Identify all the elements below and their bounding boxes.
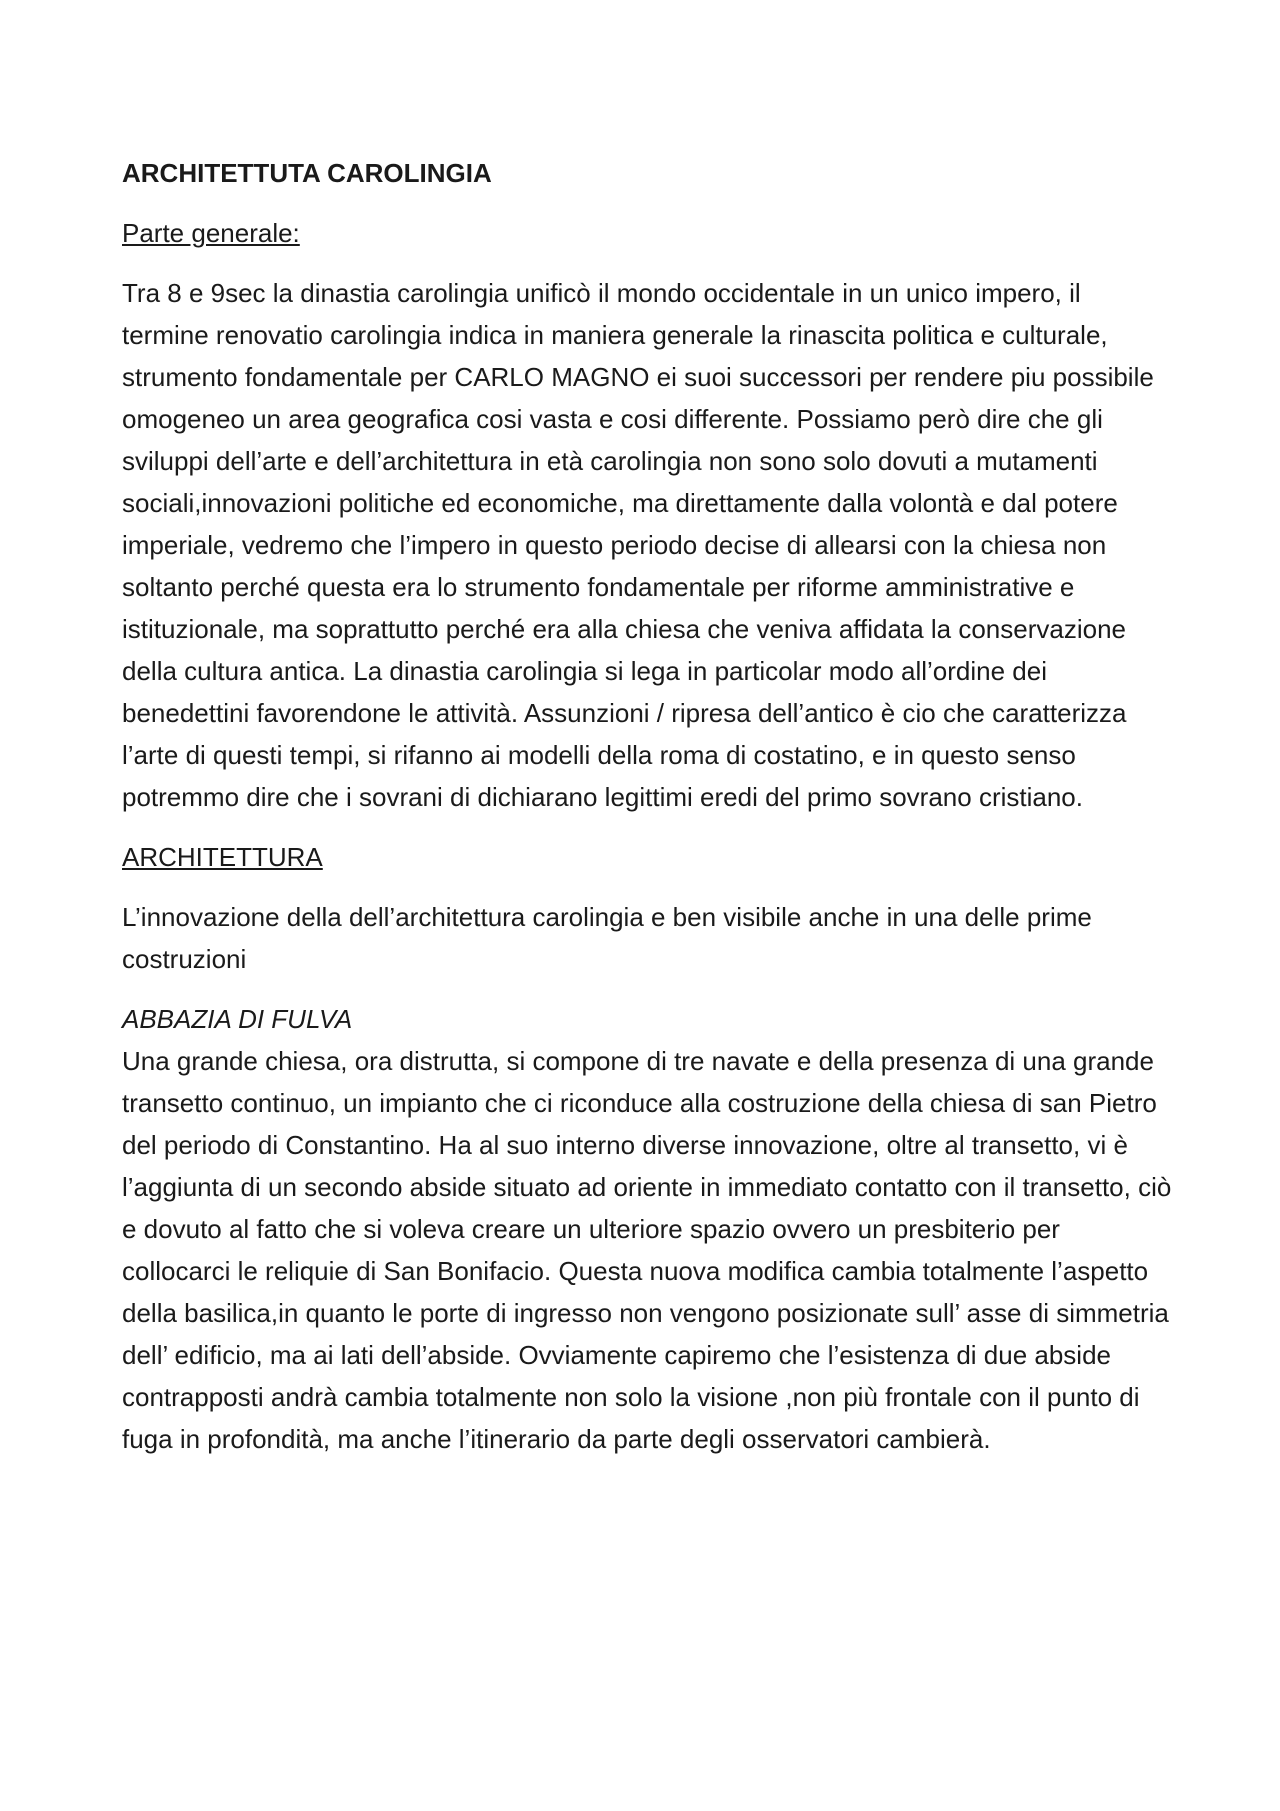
paragraph-architettura: L’innovazione della dell’architettura carolingia e ben visibile anche in una delle prime costruzioni bbox=[122, 902, 1092, 974]
document-title: ARCHITETTUTA CAROLINGIA bbox=[122, 158, 492, 188]
document-page bbox=[122, 152, 1172, 1460]
paragraph-parte-generale: Tra 8 e 9sec la dinastia carolingia unificò il mondo occidentale in un unico impero, il termine renovatio carolingia indica in maniera generale la rinascita politica e culturale, strumento fondamentale per CARLO MAGNO ei suoi successori per rendere piu possibile omogeneo un area geografica cosi vasta e cosi differente. Possiamo però dire che gli sviluppi dell’arte e dell’architettura in età carolingia non sono solo dovuti a mutamenti sociali,innovazioni politiche ed economiche, ma direttamente dalla volontà e dal potere imperiale, vedremo che l’impero in questo periodo decise di allearsi con la chiesa non soltanto perché questa era lo strumento fondamentale per riforme amministrative e istituzionale, ma soprattutto perché era alla chiesa che veniva affidata la conservazione della cultura antica. La dinastia carolingia si lega in particolar modo all’ordine dei benedettini favorendone le attività. Assunzioni / ripresa dell’antico è cio che caratterizza l’arte di questi tempi, si rifanno ai modelli della roma di costatino, e in questo senso potremmo dire che i sovrani di dichiarano legittimi eredi del primo sovrano cristiano. bbox=[122, 278, 1154, 812]
section-heading-parte-generale: Parte generale: bbox=[122, 218, 300, 248]
paragraph-abbazia-di-fulva: Una grande chiesa, ora distrutta, si compone di tre navate e della presenza di una grande transetto continuo, un impianto che ci riconduce alla costruzione della chiesa di san Pietro del periodo di Constantino. Ha al suo interno diverse innovazione, oltre al transetto, vi è l’aggiunta di un secondo abside situato ad oriente in immediato contatto con il transetto, ciò e dovuto al fatto che si voleva creare un ulteriore spazio ovvero un presbiterio per collocarci le reliquie di San Bonifacio. Questa nuova modifica cambia totalmente l’aspetto della basilica,in quanto le porte di ingresso non vengono posizionate sull’ asse di simmetria dell’ edificio, ma ai lati dell’abside. Ovviamente capiremo che l’esistenza di due abside contrapposti andrà cambia totalmente non solo la visione ,non più frontale con il punto di fuga in profondità, ma anche l’itinerario da parte degli osservatori cambierà. bbox=[122, 1046, 1172, 1454]
section-heading-architettura: ARCHITETTURA bbox=[122, 842, 323, 872]
section-heading-abbazia-di-fulva: ABBAZIA DI FULVA bbox=[122, 1004, 353, 1034]
